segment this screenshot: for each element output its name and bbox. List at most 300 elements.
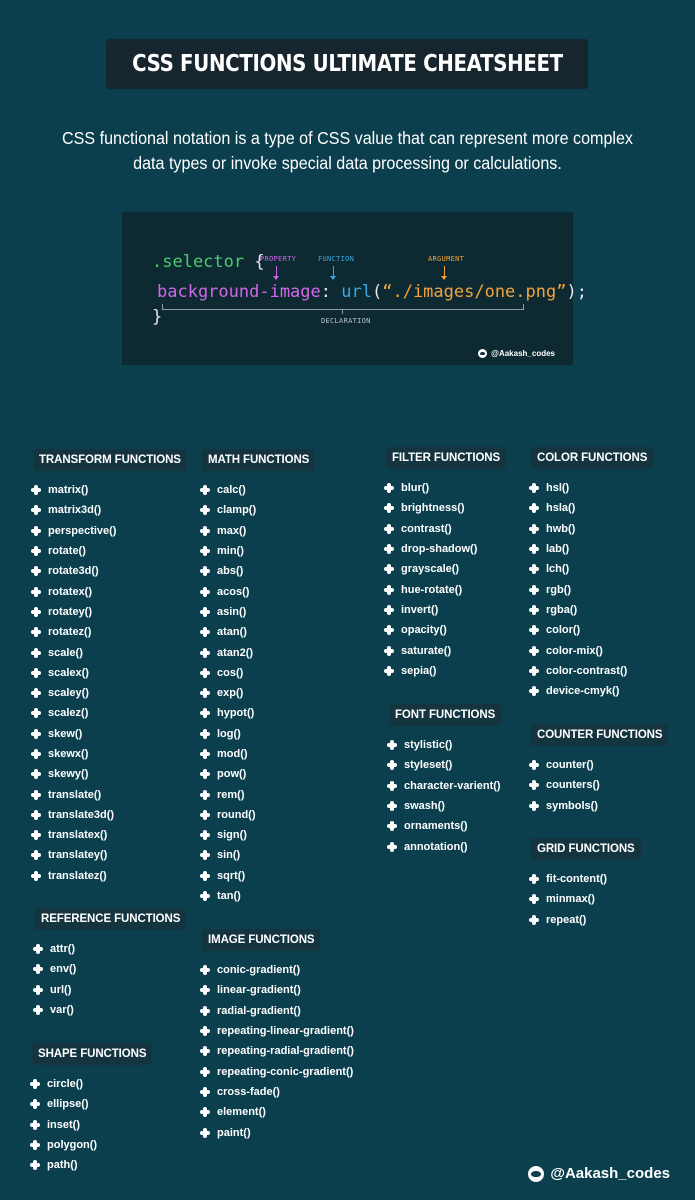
clover-bullet-icon: [30, 1160, 40, 1170]
function-name: asin(): [217, 605, 247, 618]
section-font: [389, 704, 501, 857]
clover-bullet-icon: [30, 1099, 40, 1109]
clover-bullet-icon: [529, 524, 539, 534]
function-name: translatex(): [48, 829, 108, 842]
function-name: color-contrast(): [546, 664, 628, 677]
clover-bullet-icon: [200, 729, 210, 739]
function-name: cross-fade(): [217, 1085, 280, 1098]
function-name: path(): [47, 1159, 78, 1172]
list-item: [33, 663, 187, 683]
list-item: [33, 500, 187, 520]
list-item: [202, 744, 315, 764]
list-item: [33, 805, 187, 825]
property-arrow-icon: [276, 266, 277, 279]
function-name: character-varient(): [404, 779, 501, 792]
clover-bullet-icon: [384, 503, 394, 513]
list-item: [33, 561, 187, 581]
section-title: COUNTER FUNCTIONS: [531, 724, 668, 746]
function-name: ellipse(): [47, 1098, 89, 1111]
function-name: minmax(): [546, 893, 595, 906]
list-item: [389, 755, 501, 775]
clover-bullet-icon: [384, 666, 394, 676]
clover-bullet-icon: [200, 850, 210, 860]
code-open-paren: (: [371, 282, 383, 302]
clover-bullet-icon: [31, 526, 41, 536]
clover-bullet-icon: [200, 891, 210, 901]
function-name: inset(): [47, 1118, 80, 1131]
function-name: translatez(): [48, 869, 107, 882]
list-item: [531, 579, 653, 599]
list-item: [531, 755, 668, 775]
clover-bullet-icon: [529, 564, 539, 574]
clover-bullet-icon: [200, 871, 210, 881]
list-item: [33, 683, 187, 703]
clover-bullet-icon: [529, 544, 539, 554]
code-example-card: [122, 212, 587, 365]
clover-bullet-icon: [200, 566, 210, 576]
function-name: scaley(): [48, 687, 89, 700]
function-name: sin(): [217, 849, 241, 862]
function-name: max(): [217, 524, 247, 537]
clover-bullet-icon: [387, 740, 397, 750]
list-item: [33, 784, 187, 804]
clover-bullet-icon: [529, 686, 539, 696]
list-item: [202, 622, 315, 642]
list-item: [389, 735, 501, 755]
clover-bullet-icon: [529, 801, 539, 811]
label-function: FUNCTION: [318, 255, 355, 263]
function-list: [386, 478, 506, 681]
clover-bullet-icon: [200, 668, 210, 678]
function-name: repeating-conic-gradient(): [217, 1065, 354, 1078]
list-item: [386, 600, 506, 620]
clover-bullet-icon: [31, 668, 41, 678]
clover-bullet-icon: [200, 688, 210, 698]
function-name: sepia(): [401, 664, 437, 677]
clover-bullet-icon: [31, 648, 41, 658]
code-close-paren: );: [566, 282, 587, 302]
clover-bullet-icon: [529, 646, 539, 656]
function-name: log(): [217, 727, 241, 740]
function-name: drop-shadow(): [401, 543, 478, 556]
clover-bullet-icon: [33, 985, 43, 995]
function-name: annotation(): [404, 840, 468, 853]
list-item: [202, 764, 315, 784]
list-item: [202, 980, 354, 1000]
function-name: hue-rotate(): [401, 583, 463, 596]
clover-bullet-icon: [200, 526, 210, 536]
label-declaration: DECLARATION: [321, 317, 371, 325]
clover-bullet-icon: [384, 544, 394, 554]
function-list: [531, 869, 641, 930]
function-name: min(): [217, 545, 244, 558]
clover-bullet-icon: [387, 821, 397, 831]
clover-bullet-icon: [384, 605, 394, 615]
label-property: PROPERTY: [260, 255, 297, 263]
clover-bullet-icon: [31, 708, 41, 718]
clover-bullet-icon: [387, 842, 397, 852]
function-list: [35, 939, 186, 1020]
clover-bullet-icon: [200, 505, 210, 515]
list-item: [202, 1061, 354, 1081]
clover-bullet-icon: [31, 485, 41, 495]
list-item: [202, 784, 315, 804]
clover-bullet-icon: [31, 505, 41, 515]
clover-bullet-icon: [31, 810, 41, 820]
clover-bullet-icon: [200, 1128, 210, 1138]
section-title: SHAPE FUNCTIONS: [32, 1043, 152, 1065]
function-list: [202, 960, 354, 1143]
list-item: [202, 581, 315, 601]
function-name: translatey(): [48, 849, 108, 862]
function-name: var(): [50, 1004, 74, 1017]
list-item: [33, 845, 187, 865]
function-arrow-icon: [333, 266, 334, 279]
clover-bullet-icon: [200, 587, 210, 597]
list-item: [389, 836, 501, 856]
card-handle: [478, 349, 555, 358]
function-name: saturate(): [401, 644, 452, 657]
clover-bullet-icon: [529, 605, 539, 615]
twitter-icon: [478, 349, 487, 358]
function-name: clamp(): [217, 504, 257, 517]
function-name: counter(): [546, 759, 594, 772]
function-name: rotatey(): [48, 605, 93, 618]
clover-bullet-icon: [200, 1087, 210, 1097]
function-name: ornaments(): [404, 820, 468, 833]
section-title: GRID FUNCTIONS: [531, 838, 641, 860]
list-item: [531, 640, 653, 660]
function-name: rotatex(): [48, 585, 93, 598]
list-item: [531, 559, 653, 579]
function-name: url(): [50, 983, 72, 996]
list-item: [386, 478, 506, 498]
function-name: hsla(): [546, 502, 576, 515]
list-item: [32, 1074, 152, 1094]
list-item: [35, 939, 186, 959]
function-name: abs(): [217, 565, 244, 578]
list-item: [202, 500, 315, 520]
list-item: [386, 661, 506, 681]
code-open-brace: {: [254, 252, 265, 272]
list-item: [33, 480, 187, 500]
list-item: [389, 796, 501, 816]
code-declaration-line: [157, 282, 587, 302]
clover-bullet-icon: [31, 688, 41, 698]
list-item: [202, 663, 315, 683]
function-name: env(): [50, 963, 77, 976]
clover-bullet-icon: [31, 790, 41, 800]
function-name: sqrt(): [217, 869, 246, 882]
function-name: mod(): [217, 748, 248, 760]
clover-bullet-icon: [529, 585, 539, 595]
list-item: [32, 1135, 152, 1155]
function-name: perspective(): [48, 524, 117, 537]
title-banner: [106, 39, 588, 89]
clover-bullet-icon: [200, 769, 210, 779]
clover-bullet-icon: [529, 503, 539, 513]
function-name: rem(): [217, 788, 245, 801]
list-item: [202, 480, 315, 500]
section-title: IMAGE FUNCTIONS: [202, 929, 320, 951]
list-item: [202, 724, 315, 744]
section-image: [202, 929, 354, 1143]
function-name: opacity(): [401, 624, 447, 637]
list-item: [531, 661, 653, 681]
list-item: [386, 498, 506, 518]
list-item: [33, 642, 187, 662]
clover-bullet-icon: [529, 666, 539, 676]
function-name: polygon(): [47, 1139, 98, 1152]
clover-bullet-icon: [31, 871, 41, 881]
function-name: device-cmyk(): [546, 685, 620, 698]
function-name: hypot(): [217, 707, 255, 720]
code-property: background-image: [157, 282, 321, 302]
list-item: [531, 869, 641, 889]
list-item: [33, 744, 187, 764]
clover-bullet-icon: [31, 546, 41, 556]
function-name: translate(): [48, 788, 102, 801]
function-name: rotate3d(): [48, 565, 99, 578]
clover-bullet-icon: [529, 483, 539, 493]
function-name: atan2(): [217, 646, 254, 659]
code-function: url: [341, 282, 372, 302]
clover-bullet-icon: [387, 801, 397, 811]
list-item: [33, 541, 187, 561]
clover-bullet-icon: [200, 790, 210, 800]
list-item: [386, 620, 506, 640]
code-argument: “./images/one.png”: [382, 282, 567, 302]
clover-bullet-icon: [200, 546, 210, 556]
function-name: acos(): [217, 585, 250, 598]
function-name: rotate(): [48, 545, 86, 558]
list-item: [531, 910, 641, 930]
list-item: [35, 1000, 186, 1020]
section-title: MATH FUNCTIONS: [202, 449, 315, 471]
clover-bullet-icon: [529, 780, 539, 790]
clover-bullet-icon: [384, 483, 394, 493]
function-name: radial-gradient(): [217, 1004, 301, 1017]
clover-bullet-icon: [200, 749, 210, 759]
clover-bullet-icon: [30, 1120, 40, 1130]
function-name: translate3d(): [48, 808, 115, 821]
clover-bullet-icon: [384, 625, 394, 635]
function-name: matrix(): [48, 484, 89, 497]
code-close-brace: }: [152, 307, 163, 327]
clover-bullet-icon: [33, 944, 43, 954]
clover-bullet-icon: [200, 485, 210, 495]
function-name: skewx(): [48, 748, 89, 760]
function-name: lch(): [546, 563, 570, 576]
clover-bullet-icon: [30, 1140, 40, 1150]
code-selector-line: [152, 252, 265, 272]
clover-bullet-icon: [200, 1107, 210, 1117]
function-name: tan(): [217, 890, 241, 903]
list-item: [202, 642, 315, 662]
footer-handle-text: @Aakash_codes: [550, 1165, 670, 1182]
page-title: CSS FUNCTIONS ULTIMATE CHEATSHEET: [131, 51, 563, 77]
clover-bullet-icon: [200, 708, 210, 718]
list-item: [202, 886, 315, 906]
argument-arrow-icon: [444, 266, 445, 279]
list-item: [386, 539, 506, 559]
function-name: exp(): [217, 687, 244, 700]
list-item: [33, 866, 187, 886]
section-grid: [531, 838, 641, 930]
clover-bullet-icon: [529, 874, 539, 884]
clover-bullet-icon: [529, 915, 539, 925]
function-name: scale(): [48, 646, 83, 659]
list-item: [531, 620, 653, 640]
list-item: [202, 561, 315, 581]
function-list: [202, 480, 315, 906]
list-item: [32, 1155, 152, 1175]
list-item: [386, 519, 506, 539]
list-item: [202, 703, 315, 723]
function-list: [33, 480, 187, 886]
function-name: calc(): [217, 484, 246, 497]
function-name: grayscale(): [401, 563, 460, 576]
list-item: [202, 1021, 354, 1041]
list-item: [202, 1082, 354, 1102]
function-name: round(): [217, 808, 256, 821]
clover-bullet-icon: [200, 965, 210, 975]
function-name: circle(): [47, 1078, 84, 1091]
list-item: [202, 845, 315, 865]
list-item: [531, 498, 653, 518]
section-title: REFERENCE FUNCTIONS: [35, 908, 186, 930]
list-item: [531, 600, 653, 620]
clover-bullet-icon: [200, 627, 210, 637]
list-item: [33, 581, 187, 601]
function-name: contrast(): [401, 522, 452, 535]
section-reference: [35, 908, 186, 1020]
function-name: matrix3d(): [48, 504, 102, 517]
list-item: [33, 724, 187, 744]
function-name: swash(): [404, 800, 445, 813]
section-title: FILTER FUNCTIONS: [386, 447, 506, 469]
list-item: [33, 703, 187, 723]
list-item: [202, 602, 315, 622]
list-item: [35, 959, 186, 979]
function-name: rgb(): [546, 583, 572, 596]
clover-bullet-icon: [31, 830, 41, 840]
clover-bullet-icon: [31, 769, 41, 779]
function-name: repeating-linear-gradient(): [217, 1025, 354, 1038]
function-name: sign(): [217, 829, 247, 842]
list-item: [531, 889, 641, 909]
clover-bullet-icon: [31, 627, 41, 637]
list-item: [531, 519, 653, 539]
section-title: TRANSFORM FUNCTIONS: [33, 449, 187, 471]
clover-bullet-icon: [31, 587, 41, 597]
function-name: scalex(): [48, 666, 89, 679]
list-item: [202, 683, 315, 703]
clover-bullet-icon: [31, 850, 41, 860]
function-list: [531, 755, 668, 816]
clover-bullet-icon: [384, 646, 394, 656]
list-item: [386, 640, 506, 660]
list-item: [202, 1102, 354, 1122]
clover-bullet-icon: [387, 781, 397, 791]
section-counter: [531, 724, 668, 816]
list-item: [389, 776, 501, 796]
function-name: blur(): [401, 482, 430, 495]
function-name: rotatez(): [48, 626, 92, 639]
function-name: conic-gradient(): [217, 964, 301, 977]
section-title: COLOR FUNCTIONS: [531, 447, 653, 469]
list-item: [32, 1115, 152, 1135]
clover-bullet-icon: [33, 964, 43, 974]
function-name: rgba(): [546, 603, 578, 616]
function-name: attr(): [50, 943, 76, 956]
list-item: [33, 622, 187, 642]
clover-bullet-icon: [33, 1005, 43, 1015]
function-name: fit-content(): [546, 873, 608, 886]
function-name: hwb(): [546, 522, 576, 535]
section-title: FONT FUNCTIONS: [389, 704, 501, 726]
function-name: styleset(): [404, 759, 453, 772]
function-name: linear-gradient(): [217, 984, 301, 997]
clover-bullet-icon: [31, 729, 41, 739]
function-name: repeat(): [546, 913, 587, 926]
function-name: skew(): [48, 727, 83, 740]
list-item: [531, 775, 668, 795]
list-item: [202, 1122, 354, 1142]
section-math: [202, 449, 315, 906]
list-item: [202, 805, 315, 825]
list-item: [33, 764, 187, 784]
label-argument: ARGUMENT: [428, 255, 465, 263]
code-selector: .selector: [152, 252, 245, 272]
section-shape: [32, 1043, 152, 1175]
clover-bullet-icon: [384, 564, 394, 574]
section-filter: [386, 447, 506, 681]
clover-bullet-icon: [529, 894, 539, 904]
list-item: [531, 478, 653, 498]
list-item: [32, 1094, 152, 1114]
list-item: [531, 796, 668, 816]
clover-bullet-icon: [200, 648, 210, 658]
function-name: symbols(): [546, 799, 598, 812]
list-item: [389, 816, 501, 836]
list-item: [33, 521, 187, 541]
function-list: [389, 735, 501, 857]
clover-bullet-icon: [387, 760, 397, 770]
intro-text: CSS functional notation is a type of CSS value that can represent more complex data types or invoke special data processing or calculations.: [62, 128, 633, 173]
declaration-bracket: [162, 304, 524, 310]
function-name: element(): [217, 1106, 266, 1119]
list-item: [202, 825, 315, 845]
function-name: stylistic(): [404, 739, 453, 752]
clover-bullet-icon: [200, 830, 210, 840]
code-colon: :: [320, 282, 332, 302]
list-item: [531, 681, 653, 701]
clover-bullet-icon: [30, 1079, 40, 1089]
function-name: color(): [546, 624, 581, 637]
function-name: hsl(): [546, 482, 570, 495]
card-handle-text: @Aakash_codes: [491, 349, 555, 358]
list-item: [33, 825, 187, 845]
list-item: [202, 521, 315, 541]
list-item: [202, 541, 315, 561]
list-item: [531, 539, 653, 559]
function-name: color-mix(): [546, 644, 603, 657]
function-name: invert(): [401, 603, 439, 616]
list-item: [386, 559, 506, 579]
function-list: [531, 478, 653, 701]
list-item: [35, 980, 186, 1000]
